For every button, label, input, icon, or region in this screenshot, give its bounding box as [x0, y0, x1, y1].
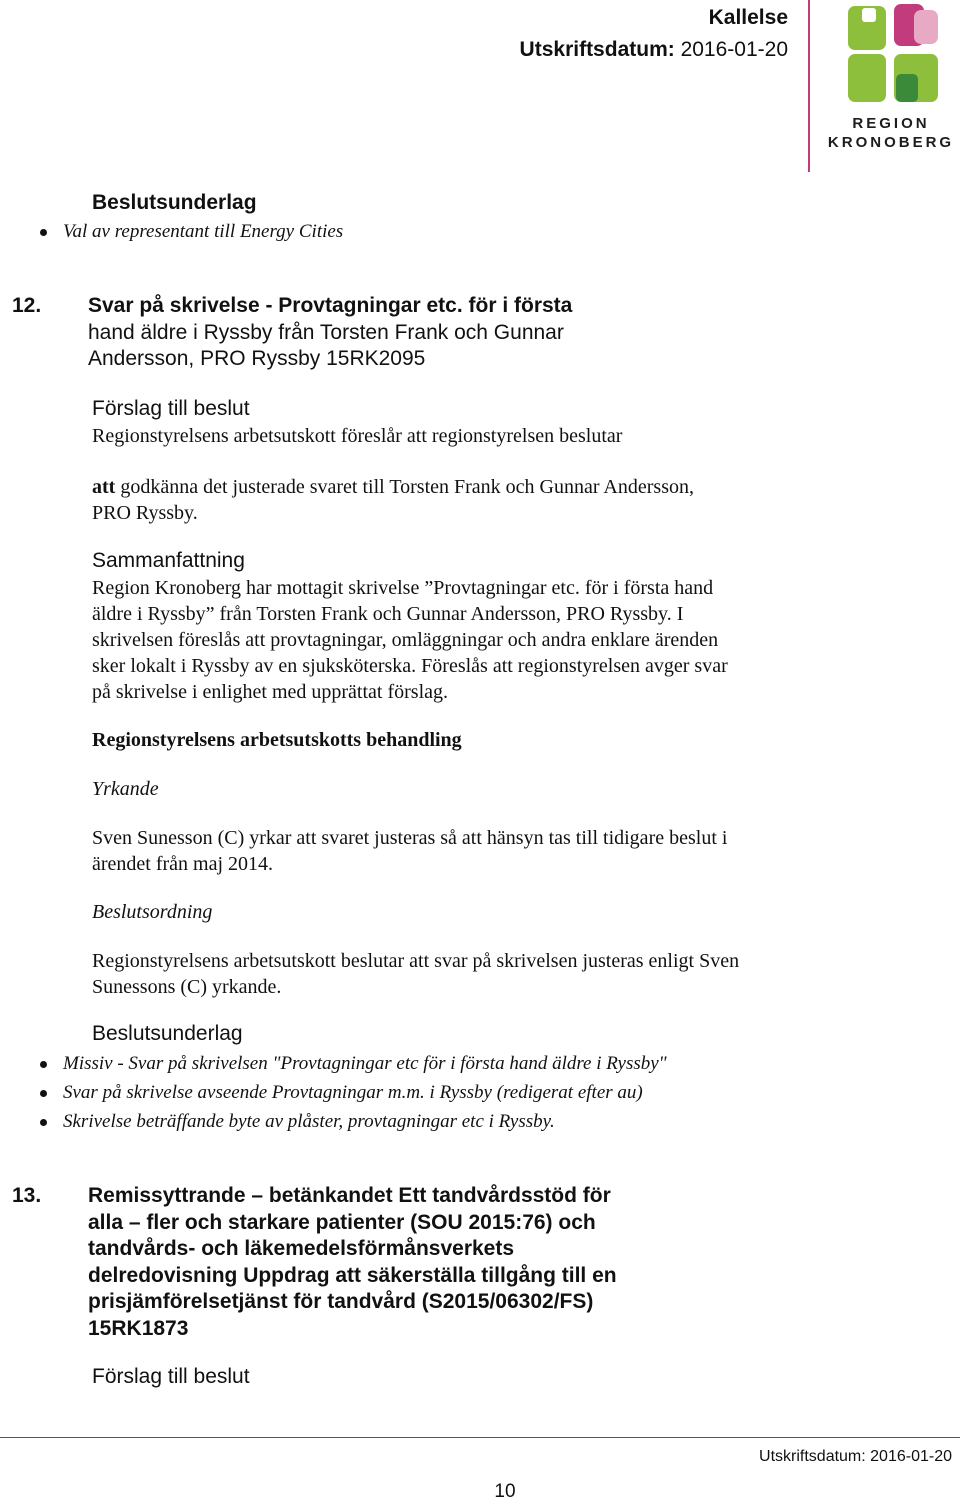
yrkande-line: Sven Sunesson (C) yrkar att svaret justeras så att hänsyn tas till tidigare beslut i — [92, 827, 728, 849]
header-divider — [808, 0, 810, 172]
beslutsordning-line: Sunessons (C) yrkande. — [92, 976, 282, 998]
document-type-title: Kallelse — [708, 6, 788, 29]
beslutsordning-text — [92, 948, 739, 1000]
title-line: 15RK1873 — [88, 1316, 189, 1340]
bullet-icon — [40, 229, 47, 236]
region-kronoberg-logo-icon — [842, 0, 942, 108]
proposal-intro: Regionstyrelsens arbetsutskott föreslår att regionstyrelsen beslutar — [92, 425, 623, 447]
list-item — [40, 221, 343, 243]
summary-line: Region Kronoberg har mottagit skrivelse ”Provtagningar etc. för i första hand — [92, 577, 714, 599]
bullet-icon — [40, 1119, 47, 1126]
list-item — [40, 1082, 643, 1104]
bullet-text: Missiv - Svar på skrivelsen "Provtagningar etc för i första hand äldre i Ryssby" — [63, 1053, 667, 1074]
item-number-12: 12. — [12, 294, 42, 317]
item-12-title — [88, 293, 572, 373]
yrkande-heading: Yrkande — [92, 778, 159, 800]
item-number-13: 13. — [12, 1184, 42, 1207]
bullet-icon — [40, 1090, 47, 1097]
summary-line: sker lokalt i Ryssby av en sjuksköterska. Föreslås att regionstyrelsen avger svar — [92, 655, 728, 677]
summary-text — [92, 575, 728, 705]
logo-text-region: REGION — [852, 115, 930, 132]
summary-line: äldre i Ryssby” från Torsten Frank och Gunnar Andersson, PRO Ryssby. I — [92, 603, 684, 625]
summary-line: på skrivelse i enlighet med upprättat förslag. — [92, 681, 449, 703]
print-date-value: 2016-01-20 — [680, 38, 788, 61]
item-13-title — [88, 1183, 617, 1342]
print-date-header — [520, 38, 788, 62]
beslutsunderlag-heading-top: Beslutsunderlag — [92, 191, 257, 214]
title-line: prisjämförelsetjänst för tandvård (S2015/06302/FS) — [88, 1290, 594, 1313]
bullet-text: Svar på skrivelse avseende Provtagningar m.m. i Ryssby (redigerat efter au) — [63, 1082, 643, 1103]
title-line: Andersson, PRO Ryssby 15RK2095 — [88, 347, 426, 370]
page-number: 10 — [494, 1481, 516, 1502]
bullet-icon — [40, 1061, 47, 1068]
logo-text-kronoberg: KRONOBERG — [827, 134, 955, 151]
title-line: delredovisning Uppdrag att säkerställa tillgång till en — [88, 1263, 617, 1287]
summary-heading: Sammanfattning — [92, 549, 245, 572]
att-text: godkänna det justerade svaret till Torsten Frank och Gunnar Andersson, — [115, 476, 694, 498]
title-line: hand äldre i Ryssby från Torsten Frank och Gunnar — [88, 320, 564, 344]
proposal-heading-13: Förslag till beslut — [92, 1365, 250, 1388]
title-line: tandvårds- och läkemedelsförmånsverkets — [88, 1237, 515, 1260]
yrkande-text — [92, 825, 727, 877]
title-line: alla – fler och starkare patienter (SOU 2015:76) och — [88, 1210, 596, 1234]
att-text-continued: PRO Ryssby. — [92, 502, 198, 524]
footer-divider — [0, 1437, 960, 1438]
bullet-text: Val av representant till Energy Cities — [63, 221, 344, 242]
handling-heading: Regionstyrelsens arbetsutskotts behandling — [92, 729, 462, 751]
title-line: Svar på skrivelse - Provtagningar etc. för i första — [88, 294, 573, 317]
bullet-text: Skrivelse beträffande byte av plåster, provtagningar etc i Ryssby. — [63, 1111, 555, 1132]
footer-print-date: Utskriftsdatum: 2016-01-20 — [759, 1448, 952, 1465]
yrkande-line: ärendet från maj 2014. — [92, 853, 274, 875]
summary-line: skrivelsen föreslås att provtagningar, omläggningar och andra enklare ärenden — [92, 629, 719, 651]
beslutsordning-heading: Beslutsordning — [92, 901, 213, 923]
att-clause — [92, 474, 694, 526]
beslutsordning-line: Regionstyrelsens arbetsutskott beslutar att svar på skrivelsen justeras enligt Sven — [92, 950, 740, 972]
list-item — [40, 1053, 667, 1075]
title-line: Remissyttrande – betänkandet Ett tandvårdsstöd för — [88, 1184, 611, 1207]
att-word: att — [92, 476, 116, 498]
print-date-label: Utskriftsdatum: — [519, 38, 675, 61]
proposal-heading-12: Förslag till beslut — [92, 397, 250, 420]
list-item — [40, 1111, 555, 1133]
beslutsunderlag-heading-12: Beslutsunderlag — [92, 1022, 243, 1045]
